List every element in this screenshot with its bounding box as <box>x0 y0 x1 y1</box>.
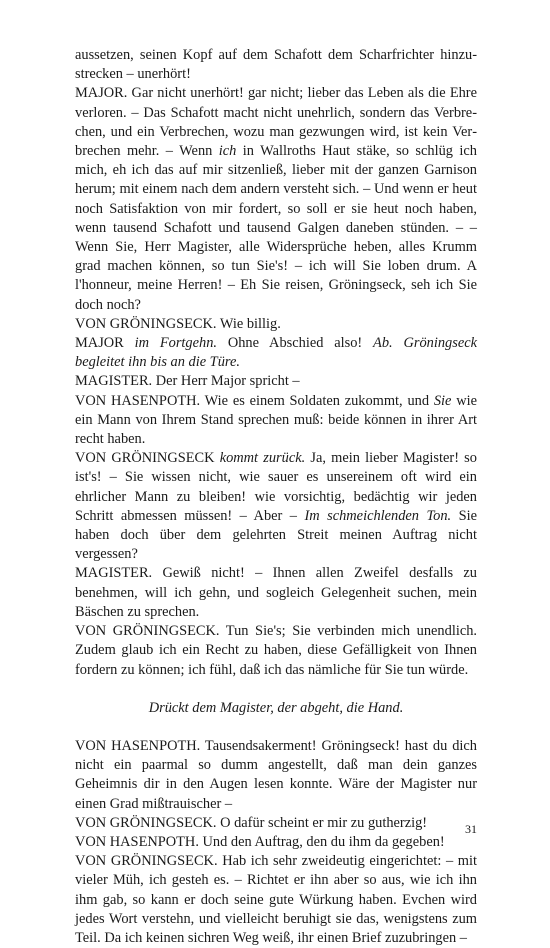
italic-span: im Fortgehn. <box>134 335 218 352</box>
italic-span: Ab. Gröningseck begleitet ihn bis an die Türe. <box>75 335 477 371</box>
text-span: VON GRÖNINGSECK. Wie billig. <box>75 315 281 332</box>
paragraph <box>75 315 477 334</box>
paragraph <box>75 852 477 948</box>
paragraph <box>75 334 477 372</box>
italic-span: ich <box>218 143 237 160</box>
paragraph <box>75 833 477 852</box>
text-span: Sie haben doch über dem gelehrten Streit meinen Auftrag nicht vergessen? <box>75 507 478 563</box>
text-span: VON GRÖNINGSECK. Tun Sie's; Sie verbinden mich unendlich. Zudem glaub ich ein Recht zu haben, diese Gefälligkeit von Ihnen fordern zu können; ich fühl, daß ich das nämliche für Sie tun würde. <box>75 623 477 678</box>
text-span: VON GRÖNINGSECK. O dafür scheint er mir zu gutherzig! <box>75 814 428 831</box>
paragraph <box>75 564 477 622</box>
text-block-after <box>75 737 477 948</box>
paragraph <box>75 814 477 833</box>
paragraph <box>75 392 477 450</box>
paragraph <box>75 622 477 680</box>
text-span: MAJOR. Gar nicht unerhört! gar nicht; lieber das Leben als die Ehre verloren. – Das Schafott macht nicht unehrlich, sondern das Verbrechen, und ein Verbrechen, wozu man gezwungen wird, ist kein Verbrechen mehr. – Wenn <box>75 85 477 160</box>
text-block-before <box>75 46 477 680</box>
italic-span: Sie <box>433 392 452 409</box>
text-span: Ja, mein lieber Magister! so ist's! – Sie wissen nicht, wie sauer es unsereinem oft wird ein ehrlicher Mann zu bleiben! wie vorsichtig, bedächtig wir jeden Schritt abmessen müssen! – Aber – <box>75 450 477 524</box>
text-span: VON GRÖNINGSECK <box>75 450 220 467</box>
paragraph <box>75 84 477 314</box>
text-span: in Wallroths Haut stäke, so schlüg ich mich, eh ich das auf mir sitzenließ, lieber mit der ganzen Garnison herum; mit einem nach dem andern versteht sich. – Und wenn er heut noch Satisfaktion von mir fordert, so soll er sie heut noch haben, wenn tausend Schafott und tausend Galgen daneben stünden. – – Wenn Sie, Herr Magister, alle Widersprüche heben, alles Krumm grad machen können, so tun Sie's! – ich will Sie loben drum. A l'honneur, meine Herren! – Eh Sie reisen, Gröningseck, seh ich Sie doch noch? <box>75 143 477 313</box>
text-span: aussetzen, seinen Kopf auf dem Schafott dem Scharfrichter hinzustrecken – unerhört! <box>75 47 477 83</box>
italic-span: Im schmeichlenden Ton. <box>304 507 452 524</box>
text-span: VON HASENPOTH. Und den Auftrag, den du ihm da gegeben! <box>75 833 445 850</box>
text-span: VON HASENPOTH. Tausendsakerment! Gröningseck! hast du dich nicht ein paarmal so dumm angestellt, daß man dein ganzes Geheimnis dir in den Augen lesen konnte. Wäre der Magister nur einen Grad mißtrauischer – <box>75 737 477 812</box>
text-span: Ohne Abschied also! <box>217 335 374 352</box>
text-span: MAGISTER. Der Herr Major spricht – <box>75 373 300 390</box>
text-span: VON GRÖNINGSECK. Hab ich sehr zweideutig eingerichtet: – mit vieler Müh, ich gesteh es. – Richtet er ihn aber so aus, wie ich ihn ihm gab, so kann er doch seine gute Würkung haben. Evchen wird jedes Wort verstehn, und vielleicht beruhigt sie das, wenigstens zum Teil. Da ich keinen sichren Weg weiß, ihr einen Brief zuzubringen – <box>75 853 477 946</box>
stage-direction: Drückt dem Magister, der abgeht, die Hand. <box>148 699 404 716</box>
italic-span: kommt zurück. <box>219 450 306 467</box>
text-span: VON HASENPOTH. Wie es einem Soldaten zukommt, und <box>75 392 434 409</box>
paragraph <box>75 372 477 391</box>
paragraph <box>75 449 477 564</box>
paragraph <box>75 46 477 84</box>
text-span: MAGISTER. Gewiß nicht! – Ihnen allen Zweifel desfalls zu benehmen, will ich gehn, und sogleich Gelegenheit suchen, mein Bäschen zu sprechen. <box>75 565 477 620</box>
paragraph <box>75 737 477 814</box>
page-body <box>75 46 477 948</box>
text-span: MAJOR <box>75 335 135 352</box>
text-span: wie ein Mann von Ihrem Stand sprechen muß: beide können in ihrer Art recht haben. <box>75 392 477 448</box>
page-number: 31 <box>465 822 477 836</box>
